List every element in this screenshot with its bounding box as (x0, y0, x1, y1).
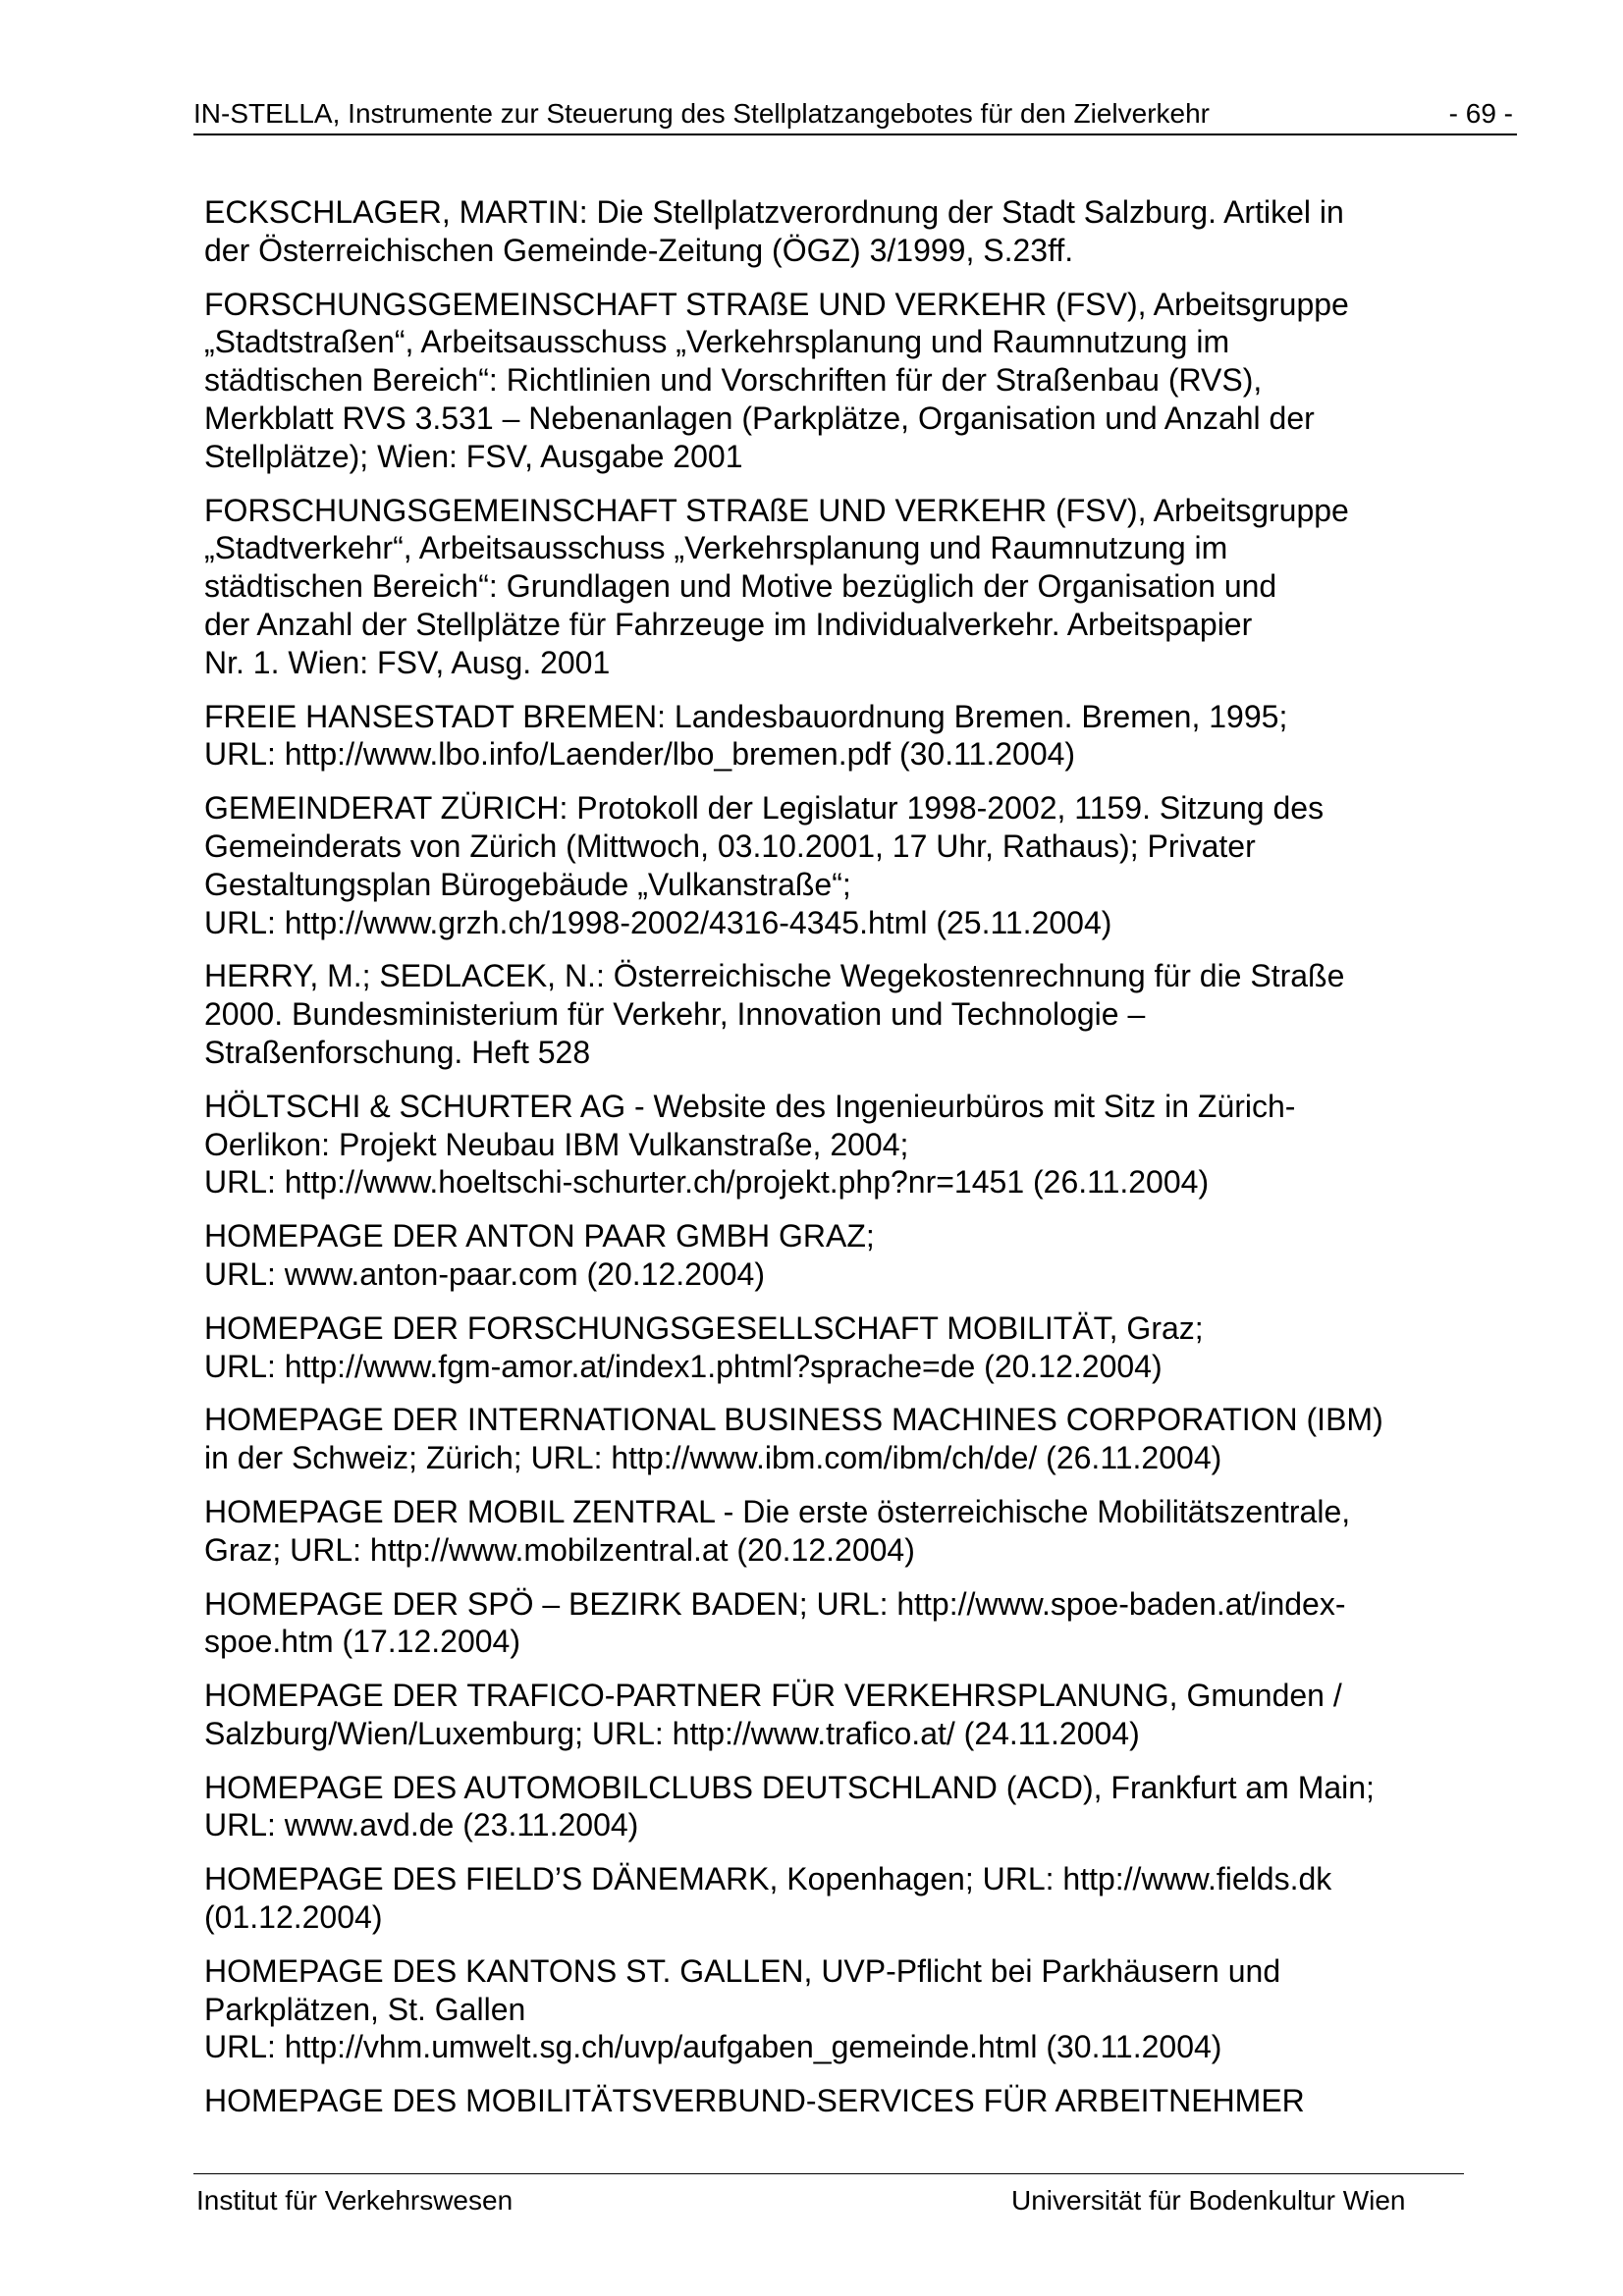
reference-line: Nr. 1. Wien: FSV, Ausg. 2001 (204, 644, 611, 680)
reference-line: URL: http://vhm.umwelt.sg.ch/uvp/aufgaben_gemeinde.html (30.11.2004) (204, 2029, 1222, 2065)
reference-line: HOMEPAGE DER ANTON PAAR GMBH GRAZ; (204, 1218, 875, 1255)
reference-line: URL: www.avd.de (23.11.2004) (204, 1807, 639, 1843)
reference-line: Salzburg/Wien/Luxemburg; URL: http://www.trafico.at/ (24.11.2004) (204, 1715, 1140, 1751)
reference-entry (204, 286, 1481, 476)
footer-institute: Institut für Verkehrswesen (196, 2185, 514, 2216)
reference-entry (204, 698, 1481, 774)
reference-line: in der Schweiz; Zürich; URL: http://www.ibm.com/ibm/ch/de/ (26.11.2004) (204, 1440, 1222, 1476)
reference-line: HOMEPAGE DER INTERNATIONAL BUSINESS MACHINES CORPORATION (IBM) (204, 1402, 1383, 1438)
reference-line: FORSCHUNGSGEMEINSCHAFT STRAßE UND VERKEHR (FSV), Arbeitsgruppe (204, 492, 1349, 528)
reference-line: HOMEPAGE DES MOBILITÄTSVERBUND-SERVICES FÜR ARBEITNEHMER (204, 2083, 1305, 2119)
reference-entry (204, 1952, 1481, 2066)
reference-line: Gemeinderats von Zürich (Mittwoch, 03.10.2001, 17 Uhr, Rathaus); Privater (204, 828, 1256, 864)
reference-entry (204, 1088, 1481, 1201)
reference-line: HOMEPAGE DER MOBIL ZENTRAL - Die erste österreichische Mobilitätszentrale, (204, 1493, 1351, 1529)
reference-line: der Anzahl der Stellplätze für Fahrzeuge im Individualverkehr. Arbeitspapier (204, 606, 1253, 642)
reference-line: URL: http://www.grzh.ch/1998-2002/4316-4345.html (25.11.2004) (204, 904, 1112, 940)
page-header (193, 94, 1517, 135)
reference-line: 2000. Bundesministerium für Verkehr, Innovation und Technologie – (204, 996, 1146, 1033)
reference-entry (204, 2082, 1481, 2120)
reference-entry (204, 193, 1481, 270)
page-number: - 69 - (1448, 98, 1513, 129)
reference-entry (204, 1769, 1481, 1845)
reference-line: spoe.htm (17.12.2004) (204, 1624, 520, 1660)
reference-line: Oerlikon: Projekt Neubau IBM Vulkanstraße, 2004; (204, 1126, 909, 1162)
reference-line: ECKSCHLAGER, MARTIN: Die Stellplatzverordnung der Stadt Salzburg. Artikel in (204, 194, 1344, 230)
reference-line: Graz; URL: http://www.mobilzentral.at (20.12.2004) (204, 1531, 915, 1568)
reference-entry (204, 1860, 1481, 1937)
reference-line: Gestaltungsplan Bürogebäude „Vulkanstraße“; (204, 866, 851, 902)
reference-line: HOMEPAGE DES KANTONS ST. GALLEN, UVP-Pflicht bei Parkhäusern und (204, 1952, 1281, 1989)
reference-line: URL: http://www.lbo.info/Laender/lbo_bremen.pdf (30.11.2004) (204, 736, 1076, 773)
reference-line: HOMEPAGE DER TRAFICO-PARTNER FÜR VERKEHRSPLANUNG, Gmunden / (204, 1678, 1342, 1714)
reference-line: Parkplätzen, St. Gallen (204, 1991, 526, 2027)
reference-line: HÖLTSCHI & SCHURTER AG - Website des Ingenieurbüros mit Sitz in Zürich- (204, 1088, 1296, 1124)
reference-entry (204, 1493, 1481, 1570)
reference-entry (204, 1217, 1481, 1294)
reference-line: HOMEPAGE DER FORSCHUNGSGESELLSCHAFT MOBILITÄT, Graz; (204, 1309, 1204, 1346)
reference-line: (01.12.2004) (204, 1899, 383, 1936)
reference-line: HOMEPAGE DER SPÖ – BEZIRK BADEN; URL: http://www.spoe-baden.at/index- (204, 1585, 1346, 1622)
reference-line: URL: http://www.hoeltschi-schurter.ch/projekt.php?nr=1451 (26.11.2004) (204, 1164, 1210, 1201)
reference-line: Stellplätze); Wien: FSV, Ausgabe 2001 (204, 438, 743, 474)
reference-line: „Stadtstraßen“, Arbeitsausschuss „Verkehrsplanung und Raumnutzung im (204, 324, 1230, 360)
footer-university: Universität für Bodenkultur Wien (1011, 2185, 1406, 2216)
footer-divider (193, 2173, 1464, 2174)
reference-line: HERRY, M.; SEDLACEK, N.: Österreichische Wegekostenrechnung für die Straße (204, 958, 1345, 994)
reference-entry (204, 1309, 1481, 1386)
document-title: IN-STELLA, Instrumente zur Steuerung des Stellplatzangebotes für den Zielverkehr (193, 98, 1210, 129)
reference-entry (204, 492, 1481, 682)
reference-line: URL: www.anton-paar.com (20.12.2004) (204, 1255, 765, 1292)
reference-entry (204, 957, 1481, 1071)
reference-line: FREIE HANSESTADT BREMEN: Landesbauordnung Bremen. Bremen, 1995; (204, 698, 1288, 734)
reference-line: Straßenforschung. Heft 528 (204, 1034, 591, 1070)
reference-line: HOMEPAGE DES AUTOMOBILCLUBS DEUTSCHLAND (ACD), Frankfurt am Main; (204, 1769, 1375, 1805)
reference-entry (204, 1677, 1481, 1753)
reference-entry (204, 1585, 1481, 1662)
reference-entry (204, 789, 1481, 941)
reference-list (204, 193, 1481, 2136)
reference-line: städtischen Bereich“: Grundlagen und Motive bezüglich der Organisation und (204, 568, 1277, 605)
reference-line: GEMEINDERAT ZÜRICH: Protokoll der Legislatur 1998-2002, 1159. Sitzung des (204, 790, 1325, 827)
reference-line: „Stadtverkehr“, Arbeitsausschuss „Verkehrsplanung und Raumnutzung im (204, 530, 1228, 566)
reference-line: der Österreichischen Gemeinde-Zeitung (ÖGZ) 3/1999, S.23ff. (204, 232, 1074, 268)
reference-line: HOMEPAGE DES FIELD’S DÄNEMARK, Kopenhagen; URL: http://www.fields.dk (204, 1861, 1332, 1897)
reference-line: URL: http://www.fgm-amor.at/index1.phtml?sprache=de (20.12.2004) (204, 1348, 1163, 1384)
reference-line: städtischen Bereich“: Richtlinien und Vorschriften für der Straßenbau (RVS), (204, 362, 1263, 399)
reference-line: FORSCHUNGSGEMEINSCHAFT STRAßE UND VERKEHR (FSV), Arbeitsgruppe (204, 286, 1349, 322)
reference-entry (204, 1401, 1481, 1477)
reference-line: Merkblatt RVS 3.531 – Nebenanlagen (Parkplätze, Organisation und Anzahl der (204, 400, 1315, 436)
